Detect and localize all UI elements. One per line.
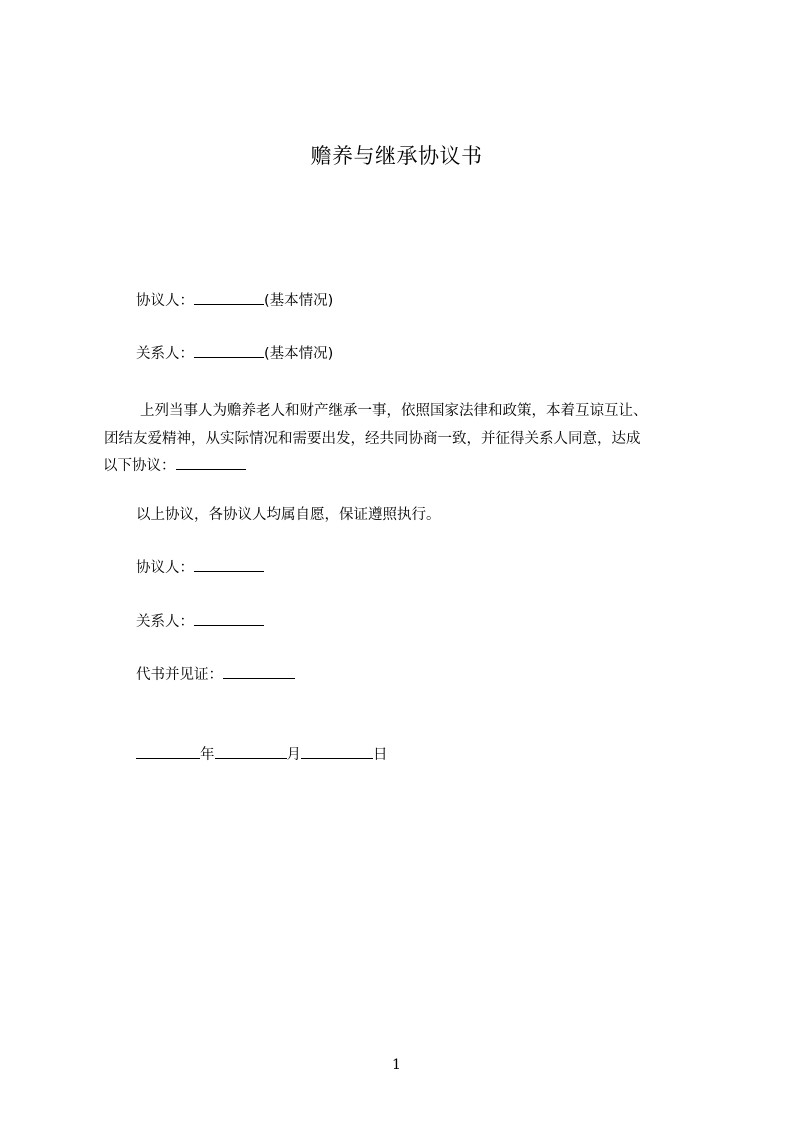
closing-line: 以上协议，各协议人均属自愿，保证遵照执行。 bbox=[136, 507, 441, 523]
document-title: 赡养与继承协议书 bbox=[310, 144, 483, 168]
party-blank bbox=[194, 292, 264, 305]
party-line bbox=[136, 291, 333, 311]
witness-blank bbox=[223, 666, 295, 679]
day-blank bbox=[301, 746, 373, 759]
page-number: 1 bbox=[392, 1057, 401, 1073]
sign-party-blank bbox=[194, 559, 264, 572]
party-label: 协议人： bbox=[136, 293, 194, 309]
paragraph-line-3-text: 以下协议： bbox=[103, 458, 176, 474]
sign-relation-blank bbox=[194, 613, 264, 626]
paragraph-line-2: 团结友爱精神，从实际情况和需要出发，经共同协商一致，并征得关系人同意，达成 bbox=[104, 430, 641, 447]
month-label: 月 bbox=[286, 747, 301, 763]
paragraph-line-1: 上列当事人为赡养老人和财产继承一事，依照国家法律和政策，本着互谅互让、 bbox=[140, 403, 648, 419]
year-blank bbox=[136, 746, 200, 759]
relation-blank bbox=[194, 345, 264, 358]
agreement-paragraph bbox=[104, 398, 704, 481]
sign-party-line bbox=[136, 558, 264, 578]
agreement-blank bbox=[176, 457, 246, 470]
relation-line bbox=[136, 344, 333, 364]
paragraph-line-3 bbox=[103, 453, 704, 481]
relation-suffix: (基本情况) bbox=[264, 346, 334, 362]
month-blank bbox=[215, 746, 287, 759]
day-label: 日 bbox=[373, 747, 388, 763]
year-label: 年 bbox=[200, 747, 215, 763]
sign-relation-line bbox=[136, 612, 264, 632]
sign-party-label: 协议人： bbox=[136, 560, 194, 576]
party-suffix: (基本情况) bbox=[264, 293, 334, 309]
relation-label: 关系人： bbox=[136, 346, 194, 362]
witness-label: 代书并见证： bbox=[136, 667, 223, 683]
sign-relation-label: 关系人： bbox=[136, 614, 194, 630]
witness-line bbox=[136, 665, 295, 685]
date-line bbox=[136, 745, 388, 765]
